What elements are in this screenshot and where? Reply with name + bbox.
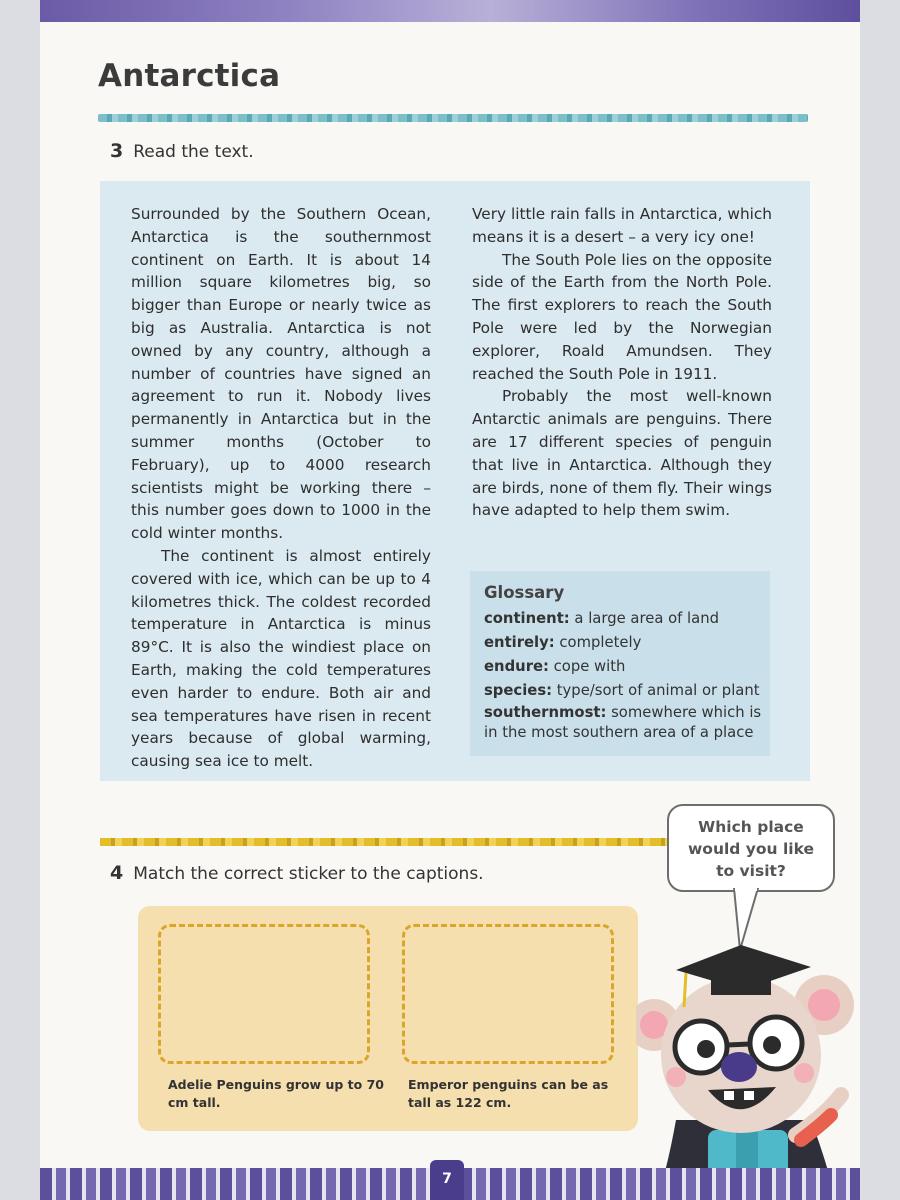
reading-paragraph: Surrounded by the Southern Ocean, Antarctica is the southernmost continent on Earth. It is about 14 million square kilometres big, so bigger than Europe or nearly twice as big as Australia. Antarctica is not owned by any country, although a number of countries have signed an agreement to run it. Nobody lives permanently in Antarctica but in the summer months (October to February), up to 4000 research scientists might be working there – this number goes down to 1000 in the cold winter months. bbox=[131, 205, 431, 543]
koala-nose bbox=[721, 1052, 757, 1082]
page-title: Antarctica bbox=[98, 58, 281, 94]
glossary-box bbox=[470, 571, 770, 756]
task-3-heading bbox=[110, 140, 254, 162]
glossary-definition: type/sort of animal or plant bbox=[552, 682, 760, 699]
glossary-term: continent: bbox=[484, 610, 570, 627]
task-number: 4 bbox=[110, 862, 124, 884]
sticker-panel bbox=[138, 906, 638, 1131]
glossary-term: species: bbox=[484, 682, 553, 699]
speech-bubble bbox=[667, 804, 835, 892]
glossary-entry bbox=[484, 631, 762, 655]
title-underline bbox=[98, 114, 808, 122]
sticker-caption: Adelie Penguins grow up to 70 cm tall. bbox=[168, 1077, 384, 1110]
section-divider bbox=[100, 838, 670, 846]
task-instruction: Match the correct sticker to the captions. bbox=[133, 864, 484, 884]
glossary-entry bbox=[484, 607, 762, 631]
sticker-placeholder[interactable] bbox=[402, 924, 614, 1064]
reading-paragraph: Probably the most well-known Antarctic animals are penguins. There are 17 different species of penguin that live in Antarctica. Although they are birds, none of them fly. Their wings have adapted to help them swim. bbox=[472, 387, 772, 520]
koala-ear-inner bbox=[808, 989, 840, 1021]
glossary-definition: completely bbox=[554, 634, 642, 651]
glossary-title: Glossary bbox=[484, 583, 565, 602]
task-instruction: Read the text. bbox=[133, 142, 254, 162]
sticker-placeholder[interactable] bbox=[158, 924, 370, 1064]
glossary-term: endure: bbox=[484, 658, 549, 675]
koala-cheek bbox=[794, 1063, 814, 1083]
koala-cheek bbox=[666, 1067, 686, 1087]
glossary-definition: a large area of land bbox=[569, 610, 720, 627]
task-4-heading bbox=[110, 862, 484, 884]
glasses-bridge bbox=[727, 1044, 750, 1045]
reading-paragraph: Very little rain falls in Antarctica, which means it is a desert – a very icy one! bbox=[472, 205, 772, 246]
koala-tooth bbox=[744, 1091, 754, 1100]
page-number: 7 bbox=[430, 1160, 464, 1200]
koala-tooth bbox=[724, 1091, 734, 1100]
koala-mascot-illustration bbox=[636, 945, 860, 1200]
top-decorative-band bbox=[40, 0, 860, 22]
koala-eye bbox=[763, 1036, 781, 1054]
glossary-entry bbox=[484, 655, 762, 679]
sticker-caption: Emperor penguins can be as tall as 122 cm. bbox=[408, 1077, 609, 1110]
workbook-page bbox=[40, 0, 860, 1200]
glossary-term: entirely: bbox=[484, 634, 555, 651]
reading-paragraph: The continent is almost entirely covered with ice, which can be up to 4 kilometres thick. The coldest recorded temperature in Antarctica is minus 89°C. It is also the windiest place on Earth, making the cold temperatures even harder to endure. Both air and sea temperatures have risen in recent years because of global warming, causing sea ice to melt. bbox=[131, 546, 431, 771]
reading-paragraph: The South Pole lies on the opposite side of the Earth from the North Pole. The first explorers to reach the South Pole were led by the Norwegian explorer, Roald Amundsen. They reached the South Pole in 1911. bbox=[472, 250, 772, 383]
glossary-term: southernmost: bbox=[484, 704, 607, 721]
speech-bubble-line: would you like bbox=[687, 840, 815, 858]
glossary-entry bbox=[484, 703, 762, 743]
task-number: 3 bbox=[110, 140, 124, 162]
speech-bubble-line: to visit? bbox=[716, 862, 786, 880]
reading-column-right bbox=[472, 203, 772, 522]
speech-bubble-line: Which place bbox=[698, 818, 804, 836]
koala-eye bbox=[697, 1040, 715, 1058]
graduation-cap-base bbox=[711, 973, 771, 995]
glossary-definition: somewhere which is in the most southern area of a place bbox=[484, 704, 762, 741]
glossary-definition: cope with bbox=[548, 658, 626, 675]
reading-column-left bbox=[131, 203, 431, 773]
graduation-cap-tassel bbox=[684, 973, 686, 1007]
glossary-entry bbox=[484, 679, 762, 703]
